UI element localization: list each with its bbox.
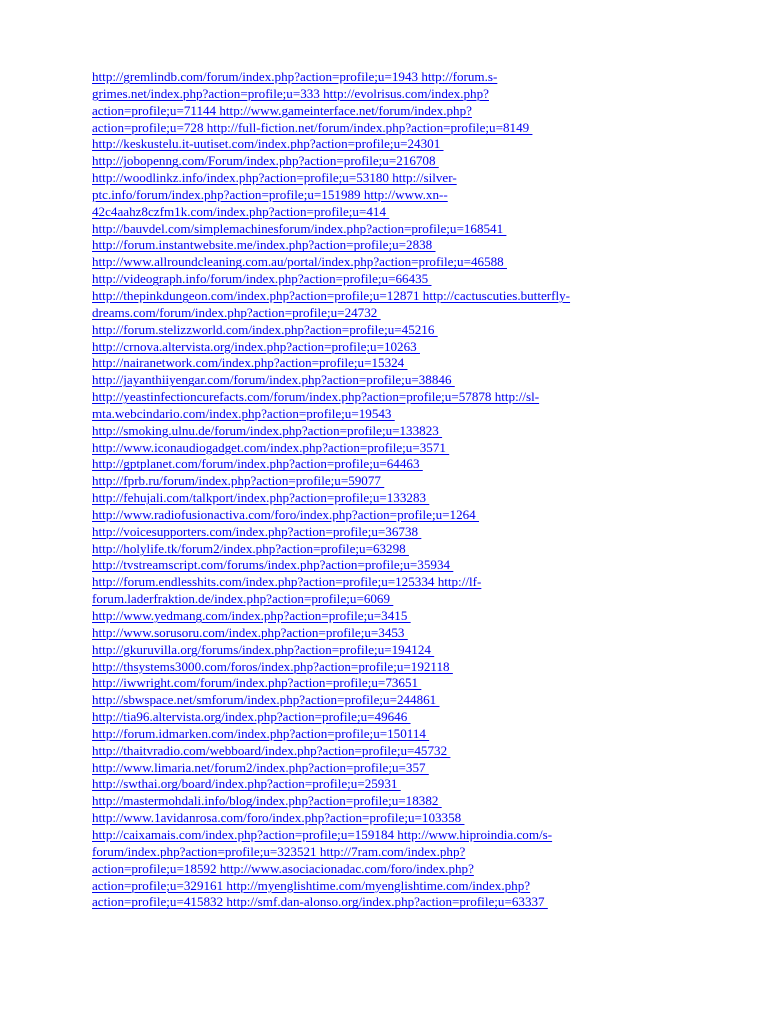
link-line-09[interactable] bbox=[92, 204, 677, 221]
hyperlink-text[interactable]: http://thepinkdungeon.com/index.php?action=profile;u=12871 http://cactuscuties.butterfly- bbox=[92, 287, 571, 303]
hyperlink-text[interactable]: http://www.sorusoru.com/index.php?action=profile;u=3453 bbox=[92, 624, 408, 640]
link-line-18[interactable] bbox=[92, 355, 677, 372]
link-line-41[interactable] bbox=[92, 743, 677, 760]
hyperlink-text[interactable]: http://forum.stelizzworld.com/index.php?action=profile;u=45216 bbox=[92, 321, 438, 337]
hyperlink-text[interactable]: http://keskustelu.it-uutiset.com/index.php?action=profile;u=24301 bbox=[92, 136, 444, 152]
hyperlink-text[interactable]: http://gptplanet.com/forum/index.php?action=profile;u=64463 bbox=[92, 456, 423, 472]
hyperlink-text[interactable]: 42c4aahz8czfm1k.com/index.php?action=profile;u=414 bbox=[92, 203, 390, 219]
hyperlink-text[interactable]: dreams.com/forum/index.php?action=profile;u=24732 bbox=[92, 304, 381, 320]
hyperlink-text[interactable]: http://fprb.ru/forum/index.php?action=profile;u=59077 bbox=[92, 473, 385, 489]
link-line-32[interactable] bbox=[92, 591, 677, 608]
link-line-04[interactable] bbox=[92, 120, 677, 137]
link-line-35[interactable] bbox=[92, 642, 677, 659]
hyperlink-text[interactable]: http://bauvdel.com/simplemachinesforum/index.php?action=profile;u=168541 bbox=[92, 220, 507, 236]
link-line-03[interactable] bbox=[92, 103, 677, 120]
link-line-02[interactable] bbox=[92, 86, 677, 103]
hyperlink-text[interactable]: http://iwwright.com/forum/index.php?action=profile;u=73651 bbox=[92, 675, 422, 691]
hyperlink-text[interactable]: action=profile;u=18592 http://www.asociacionadac.com/foro/index.php? bbox=[92, 860, 474, 876]
hyperlink-text[interactable]: http://forum.endlesshits.com/index.php?action=profile;u=125334 http://lf- bbox=[92, 574, 482, 590]
hyperlink-text[interactable]: http://nairanetwork.com/index.php?action=profile;u=15324 bbox=[92, 355, 408, 371]
link-line-43[interactable] bbox=[92, 776, 677, 793]
link-line-06[interactable] bbox=[92, 153, 677, 170]
hyperlink-text[interactable]: http://fehujali.com/talkport/index.php?action=profile;u=133283 bbox=[92, 490, 430, 506]
link-line-23[interactable] bbox=[92, 440, 677, 457]
link-line-22[interactable] bbox=[92, 423, 677, 440]
link-line-12[interactable] bbox=[92, 254, 677, 271]
hyperlink-text[interactable]: http://jayanthiiyengar.com/forum/index.php?action=profile;u=38846 bbox=[92, 372, 455, 388]
hyperlink-text[interactable]: http://holylife.tk/forum2/index.php?action=profile;u=63298 bbox=[92, 540, 409, 556]
link-line-38[interactable] bbox=[92, 692, 677, 709]
link-line-21[interactable] bbox=[92, 406, 677, 423]
hyperlink-text[interactable]: action=profile;u=329161 http://myenglishtime.com/myenglishtime.com/index.php? bbox=[92, 877, 531, 893]
link-line-42[interactable] bbox=[92, 760, 677, 777]
link-line-15[interactable] bbox=[92, 305, 677, 322]
link-line-25[interactable] bbox=[92, 473, 677, 490]
link-line-37[interactable] bbox=[92, 675, 677, 692]
link-line-16[interactable] bbox=[92, 322, 677, 339]
link-line-49[interactable] bbox=[92, 878, 677, 895]
hyperlink-text[interactable]: http://swthai.org/board/index.php?action=profile;u=25931 bbox=[92, 776, 401, 792]
hyperlink-text[interactable]: mta.webcindario.com/index.php?action=profile;u=19543 bbox=[92, 405, 395, 421]
hyperlink-text[interactable]: http://videograph.info/forum/index.php?action=profile;u=66435 bbox=[92, 271, 432, 287]
link-line-10[interactable] bbox=[92, 221, 677, 238]
link-line-30[interactable] bbox=[92, 557, 677, 574]
hyperlink-text[interactable]: http://www.1avidanrosa.com/foro/index.php?action=profile;u=103358 bbox=[92, 810, 465, 826]
hyperlink-text[interactable]: http://www.iconaudiogadget.com/index.php?action=profile;u=3571 bbox=[92, 439, 450, 455]
link-line-28[interactable] bbox=[92, 524, 677, 541]
hyperlink-text[interactable]: http://www.yedmang.com/index.php?action=profile;u=3415 bbox=[92, 608, 411, 623]
link-line-14[interactable] bbox=[92, 288, 677, 305]
hyperlink-text[interactable]: action=profile;u=728 http://full-fiction.net/forum/index.php?action=profile;u=8149 bbox=[92, 119, 533, 135]
hyperlink-text[interactable]: forum/index.php?action=profile;u=323521 http://7ram.com/index.php? bbox=[92, 843, 466, 859]
link-line-24[interactable] bbox=[92, 456, 677, 473]
link-line-45[interactable] bbox=[92, 810, 677, 827]
link-line-44[interactable] bbox=[92, 793, 677, 810]
hyperlink-text[interactable]: http://tvstreamscript.com/forums/index.php?action=profile;u=35934 bbox=[92, 557, 454, 573]
link-line-50[interactable] bbox=[92, 894, 677, 911]
link-line-46[interactable] bbox=[92, 827, 677, 844]
link-line-29[interactable] bbox=[92, 541, 677, 558]
hyperlink-text[interactable]: http://www.radiofusionactiva.com/foro/index.php?action=profile;u=1264 bbox=[92, 506, 480, 522]
hyperlink-text[interactable]: http://tia96.altervista.org/index.php?action=profile;u=49646 bbox=[92, 709, 411, 725]
link-line-27[interactable] bbox=[92, 507, 677, 524]
link-line-13[interactable] bbox=[92, 271, 677, 288]
link-line-07[interactable] bbox=[92, 170, 677, 187]
link-line-48[interactable] bbox=[92, 861, 677, 878]
hyperlink-text[interactable]: http://caixamais.com/index.php?action=profile;u=159184 http://www.hiproindia.com/s- bbox=[92, 826, 553, 842]
hyperlink-text[interactable]: http://jobopenng.com/Forum/index.php?action=profile;u=216708 bbox=[92, 153, 439, 169]
hyperlink-text[interactable]: http://mastermohdali.info/blog/index.php?action=profile;u=18382 bbox=[92, 793, 442, 809]
link-line-26[interactable] bbox=[92, 490, 677, 507]
hyperlink-text[interactable]: http://yeastinfectioncurefacts.com/forum/index.php?action=profile;u=57878 http://sl- bbox=[92, 389, 540, 405]
hyperlink-text[interactable]: http://thsystems3000.com/foros/index.php?action=profile;u=192118 bbox=[92, 658, 453, 674]
link-line-40[interactable] bbox=[92, 726, 677, 743]
link-line-47[interactable] bbox=[92, 844, 677, 861]
hyperlink-text[interactable]: http://sbwspace.net/smforum/index.php?action=profile;u=244861 bbox=[92, 692, 440, 708]
link-line-17[interactable] bbox=[92, 339, 677, 356]
hyperlink-text[interactable]: http://gremlindb.com/forum/index.php?action=profile;u=1943 http://forum.s- bbox=[92, 69, 498, 84]
hyperlink-text[interactable]: action=profile;u=71144 http://www.gameinterface.net/forum/index.php? bbox=[92, 102, 472, 118]
link-line-19[interactable] bbox=[92, 372, 677, 389]
hyperlink-text[interactable]: http://gkuruvilla.org/forums/index.php?action=profile;u=194124 bbox=[92, 641, 435, 657]
link-line-36[interactable] bbox=[92, 659, 677, 676]
link-line-20[interactable] bbox=[92, 389, 677, 406]
hyperlink-text[interactable]: http://woodlinkz.info/index.php?action=profile;u=53180 http://silver- bbox=[92, 170, 457, 186]
hyperlink-text[interactable]: http://forum.idmarken.com/index.php?action=profile;u=150114 bbox=[92, 725, 430, 741]
link-line-05[interactable] bbox=[92, 136, 677, 153]
link-line-01[interactable] bbox=[92, 69, 677, 86]
link-line-34[interactable] bbox=[92, 625, 677, 642]
hyperlink-text[interactable]: http://forum.instantwebsite.me/index.php?action=profile;u=2838 bbox=[92, 237, 436, 253]
link-line-33[interactable] bbox=[92, 608, 677, 625]
hyperlink-text[interactable]: http://crnova.altervista.org/index.php?action=profile;u=10263 bbox=[92, 338, 420, 354]
hyperlink-text[interactable]: forum.laderfraktion.de/index.php?action=profile;u=6069 bbox=[92, 591, 394, 607]
hyperlink-text[interactable]: grimes.net/index.php?action=profile;u=333 http://evolrisus.com/index.php? bbox=[92, 85, 489, 101]
hyperlink-text[interactable]: http://smoking.ulnu.de/forum/index.php?action=profile;u=133823 bbox=[92, 422, 443, 438]
hyperlink-text[interactable]: ptc.info/forum/index.php?action=profile;u=151989 http://www.xn-- bbox=[92, 186, 448, 202]
link-line-11[interactable] bbox=[92, 237, 677, 254]
hyperlink-text[interactable]: http://www.allroundcleaning.com.au/portal/index.php?action=profile;u=46588 bbox=[92, 254, 507, 270]
link-list-paragraph bbox=[92, 69, 677, 911]
hyperlink-text[interactable]: http://www.limaria.net/forum2/index.php?action=profile;u=357 bbox=[92, 759, 429, 775]
link-line-08[interactable] bbox=[92, 187, 677, 204]
hyperlink-text[interactable]: http://voicesupporters.com/index.php?action=profile;u=36738 bbox=[92, 523, 422, 539]
link-line-39[interactable] bbox=[92, 709, 677, 726]
link-line-31[interactable] bbox=[92, 574, 677, 591]
hyperlink-text[interactable]: action=profile;u=415832 http://smf.dan-alonso.org/index.php?action=profile;u=63337 bbox=[92, 894, 548, 910]
hyperlink-text[interactable]: http://thaitvradio.com/webboard/index.php?action=profile;u=45732 bbox=[92, 742, 451, 758]
